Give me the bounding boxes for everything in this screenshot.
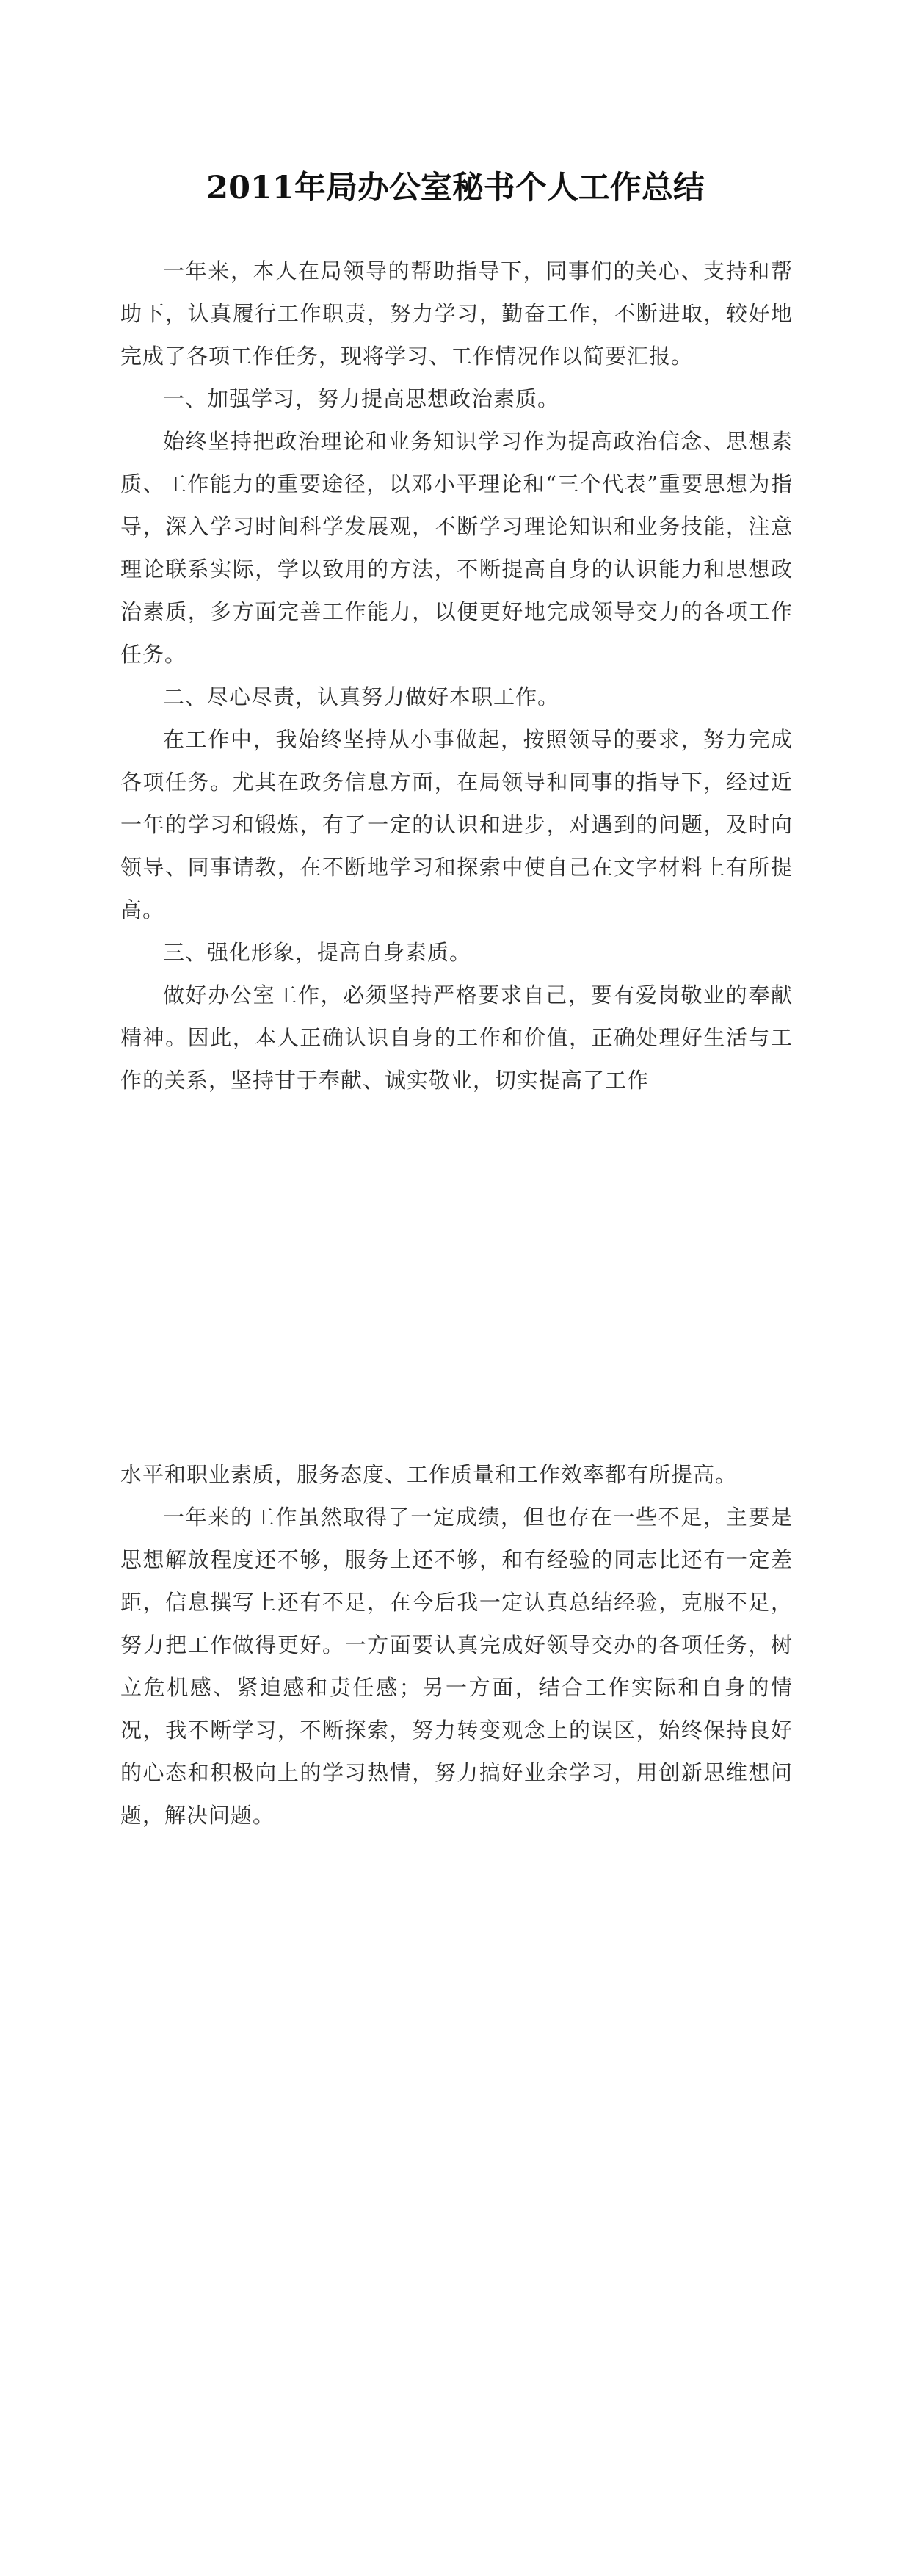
body-text-top [120, 250, 793, 1101]
body-text-bottom [120, 1453, 793, 1837]
section-heading-1: 一、加强学习，努力提高思想政治素质。 [163, 386, 560, 411]
intro-paragraph: 一年来，本人在局领导的帮助指导下，同事们的关心、支持和帮助下，认真履行工作职责，努力学习，勤奋工作，不断进取，较好地完成了各项工作任务，现将学习、工作情况作以简要汇报。 [120, 258, 793, 369]
section-paragraph-2: 在工作中，我始终坚持从小事做起，按照领导的要求，努力完成各项任务。尤其在政务信息方面，在局领导和同事的指导下，经过近一年的学习和锻炼，有了一定的认识和进步，对遇到的问题，及时向领导、同事请教，在不断地学习和探索中使自己在文字材料上有所提高。 [120, 727, 793, 922]
conclusion-paragraph: 一年来的工作虽然取得了一定成绩，但也存在一些不足，主要是思想解放程度还不够，服务上还不够，和有经验的同志比还有一定差距，信息撰写上还有不足，在今后我一定认真总结经验，克服不足，努力把工作做得更好。一方面要认真完成好领导交办的各项任务，树立危机感、紧迫感和责任感；另一方面，结合工作实际和自身的情况，我不断学习，不断探索，努力转变观念上的误区，始终保持良好的心态和积极向上的学习热情，努力搞好业余学习，用创新思维想问题，解决问题。 [120, 1505, 793, 1828]
section-heading-3: 三、强化形象，提高自身素质。 [163, 940, 472, 965]
section-paragraph-3: 做好办公室工作，必须坚持严格要求自己，要有爱岗敬业的奉献精神。因此，本人正确认识自身的工作和价值，正确处理好生活与工作的关系，坚持甘于奉献、诚实敬业，切实提高了工作 [120, 983, 793, 1093]
section-heading-2: 二、尽心尽责，认真努力做好本职工作。 [163, 684, 560, 709]
continued-paragraph: 水平和职业素质，服务态度、工作质量和工作效率都有所提高。 [120, 1462, 738, 1487]
document-title: 2011年局办公室秘书个人工作总结 [206, 170, 705, 206]
section-paragraph-1: 始终坚持把政治理论和业务知识学习作为提高政治信念、思想素质、工作能力的重要途径，以邓小平理论和“三个代表”重要思想为指导，深入学习时间科学发展观，不断学习理论知识和业务技能，注意理论联系实际，学以致用的方法，不断提高自身的认识能力和思想政治素质，多方面完善工作能力，以便更好地完成领导交力的各项工作任务。 [120, 429, 793, 667]
